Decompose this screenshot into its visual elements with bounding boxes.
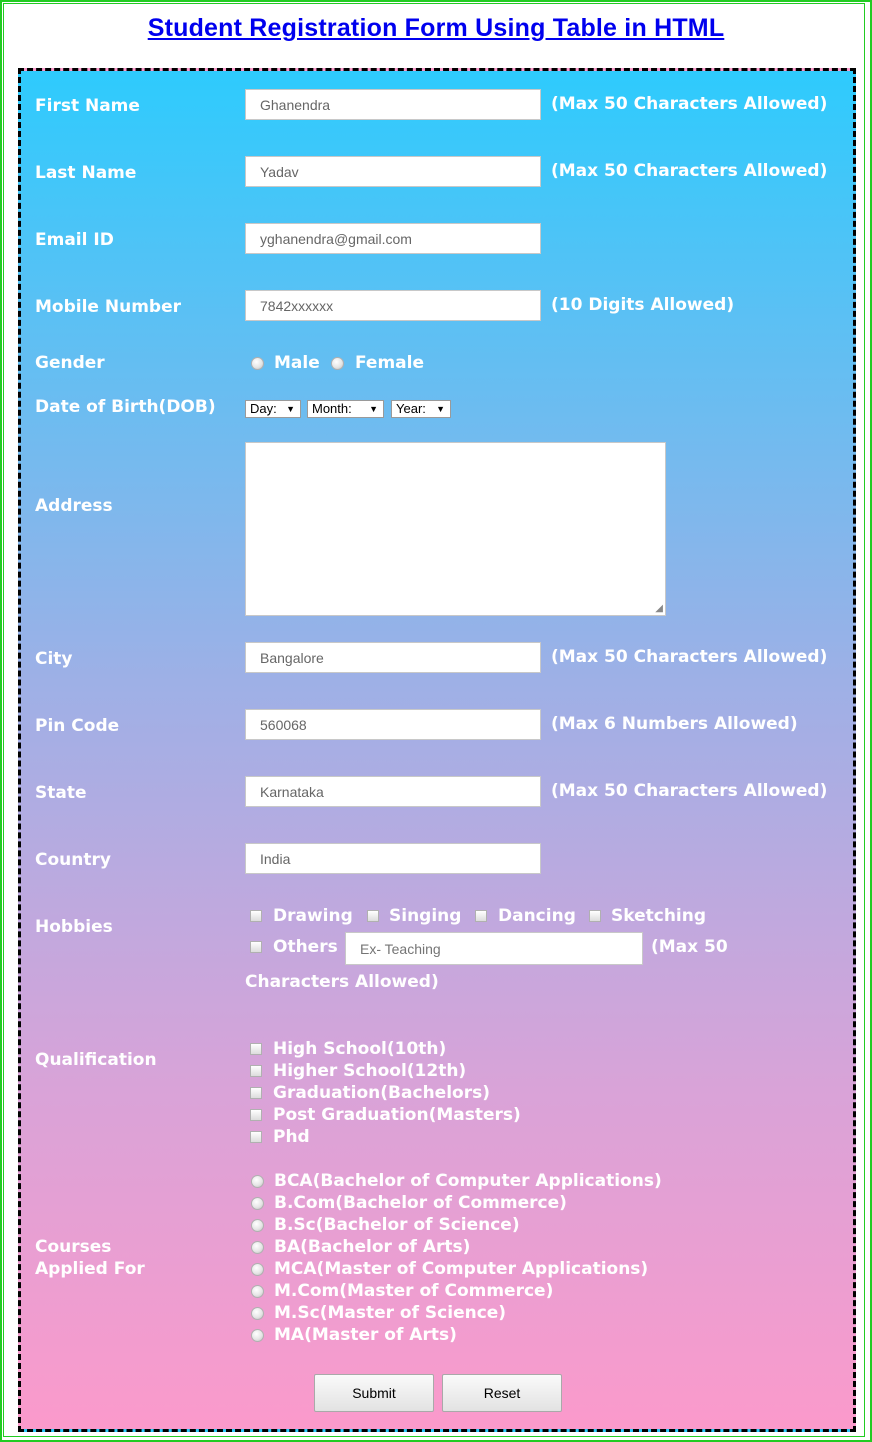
course-radio[interactable]	[251, 1175, 264, 1188]
mobile-input[interactable]	[245, 290, 541, 321]
dob-month-value: Month:	[312, 401, 352, 416]
hobby-sketching-checkbox[interactable]	[589, 910, 601, 922]
country-label: Country	[35, 850, 111, 870]
chevron-down-icon: ▼	[286, 404, 295, 414]
qualification-option: Phd	[273, 1127, 310, 1147]
courses-label-line2: Applied For	[35, 1259, 145, 1279]
qualification-checkbox[interactable]	[250, 1087, 262, 1099]
gender-female-label: Female	[355, 353, 424, 373]
course-option: BA(Bachelor of Arts)	[274, 1237, 471, 1257]
gender-male-label: Male	[274, 353, 320, 373]
courses-label-line1: Courses	[35, 1237, 112, 1257]
hobby-sketching-label: Sketching	[611, 906, 707, 926]
hobby-others-hint-1: (Max 50	[651, 937, 728, 957]
first-name-hint: (Max 50 Characters Allowed)	[551, 94, 828, 114]
dob-year-value: Year:	[396, 401, 426, 416]
city-input[interactable]	[245, 642, 541, 673]
chevron-down-icon: ▼	[436, 404, 445, 414]
course-radio[interactable]	[251, 1219, 264, 1232]
page-title[interactable]: Student Registration Form Using Table in HTML	[147, 14, 725, 42]
hobbies-label: Hobbies	[35, 917, 113, 937]
qualification-checkbox[interactable]	[250, 1109, 262, 1121]
city-label: City	[35, 649, 73, 669]
qualification-checkbox[interactable]	[250, 1043, 262, 1055]
course-radio[interactable]	[251, 1241, 264, 1254]
hobby-others-hint-2: Characters Allowed)	[245, 972, 439, 992]
course-option: M.Com(Master of Commerce)	[274, 1281, 554, 1301]
qualification-option: Higher School(12th)	[273, 1061, 467, 1081]
qualification-option: Post Graduation(Masters)	[273, 1105, 521, 1125]
hobby-dancing-label: Dancing	[498, 906, 576, 926]
pin-label: Pin Code	[35, 716, 120, 736]
course-radio[interactable]	[251, 1307, 264, 1320]
state-label: State	[35, 783, 87, 803]
qualification-checkbox[interactable]	[250, 1065, 262, 1077]
reset-button[interactable]: Reset	[442, 1374, 562, 1412]
last-name-input[interactable]	[245, 156, 541, 187]
email-input[interactable]	[245, 223, 541, 254]
hobby-singing-label: Singing	[389, 906, 462, 926]
hobby-dancing-checkbox[interactable]	[475, 910, 487, 922]
gender-label: Gender	[35, 353, 105, 373]
state-input[interactable]	[245, 776, 541, 807]
first-name-input[interactable]	[245, 89, 541, 120]
hobby-drawing-label: Drawing	[273, 906, 353, 926]
dob-year-select[interactable]	[391, 400, 451, 418]
city-hint: (Max 50 Characters Allowed)	[551, 647, 828, 667]
hobby-others-label: Others	[273, 937, 338, 957]
course-option: B.Sc(Bachelor of Science)	[274, 1215, 520, 1235]
address-label: Address	[35, 496, 113, 516]
qualification-option: Graduation(Bachelors)	[273, 1083, 490, 1103]
course-option: BCA(Bachelor of Computer Applications)	[274, 1171, 662, 1191]
course-radio[interactable]	[251, 1285, 264, 1298]
pin-input[interactable]	[245, 709, 541, 740]
resize-grip-icon[interactable]: ◢	[655, 603, 663, 614]
dob-day-value: Day:	[250, 401, 277, 416]
course-radio[interactable]	[251, 1329, 264, 1342]
qualification-label: Qualification	[35, 1050, 157, 1070]
chevron-down-icon: ▼	[369, 404, 378, 414]
hobby-others-checkbox[interactable]	[250, 941, 262, 953]
hobby-others-input[interactable]	[345, 932, 643, 965]
last-name-label: Last Name	[35, 163, 137, 183]
course-option: M.Sc(Master of Science)	[274, 1303, 507, 1323]
qualification-checkbox[interactable]	[250, 1131, 262, 1143]
course-radio[interactable]	[251, 1263, 264, 1276]
dob-month-select[interactable]	[307, 400, 384, 418]
dob-day-select[interactable]	[245, 400, 301, 418]
hobby-drawing-checkbox[interactable]	[250, 910, 262, 922]
mobile-hint: (10 Digits Allowed)	[551, 295, 735, 315]
submit-button[interactable]: Submit	[314, 1374, 434, 1412]
first-name-label: First Name	[35, 96, 140, 116]
course-radio[interactable]	[251, 1197, 264, 1210]
hobby-singing-checkbox[interactable]	[367, 910, 379, 922]
gender-male-radio[interactable]	[251, 357, 264, 370]
registration-form	[18, 68, 856, 1432]
mobile-label: Mobile Number	[35, 297, 181, 317]
qualification-option: High School(10th)	[273, 1039, 447, 1059]
country-input[interactable]	[245, 843, 541, 874]
course-option: MCA(Master of Computer Applications)	[274, 1259, 649, 1279]
course-option: B.Com(Bachelor of Commerce)	[274, 1193, 567, 1213]
course-option: MA(Master of Arts)	[274, 1325, 457, 1345]
last-name-hint: (Max 50 Characters Allowed)	[551, 161, 828, 181]
state-hint: (Max 50 Characters Allowed)	[551, 781, 828, 801]
address-textarea[interactable]	[245, 442, 666, 616]
pin-hint: (Max 6 Numbers Allowed)	[551, 714, 798, 734]
gender-female-radio[interactable]	[331, 357, 344, 370]
email-label: Email ID	[35, 230, 114, 250]
dob-label: Date of Birth(DOB)	[35, 397, 216, 417]
